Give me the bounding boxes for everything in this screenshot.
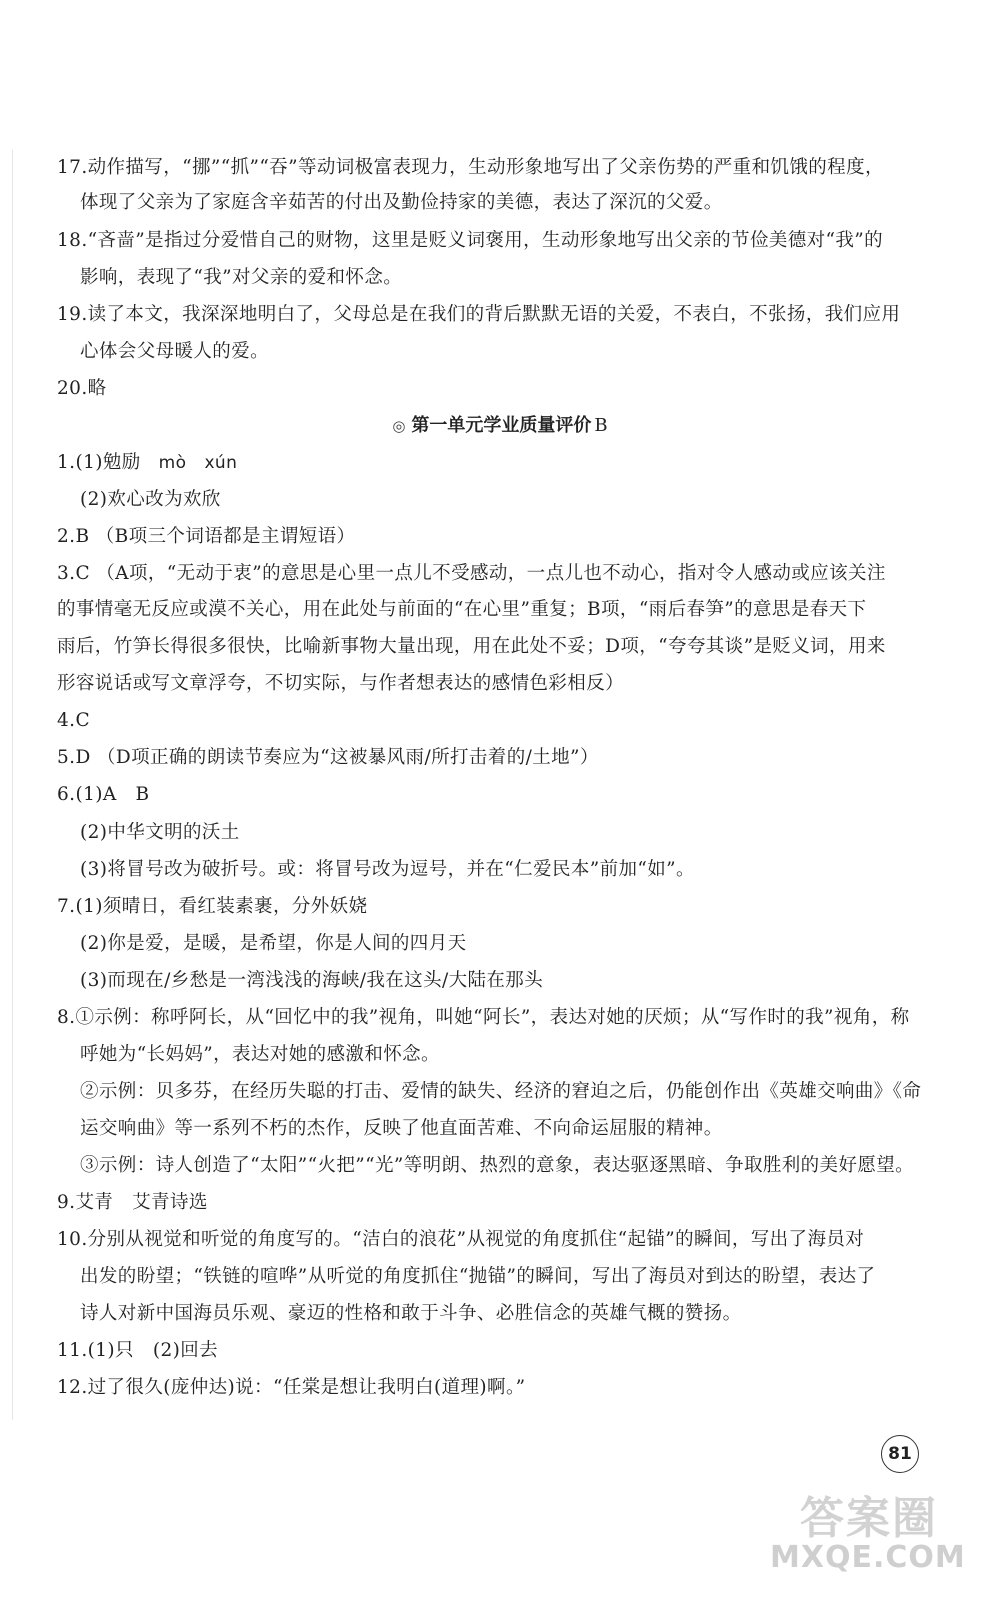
answer-10-line-3: 诗人对新中国海员乐观、豪迈的性格和敢于斗争、必胜信念的英雄气概的赞扬。	[80, 1303, 742, 1324]
answer-1-prefix: 1.(1)勉励	[57, 452, 141, 473]
answer-19-line-1: 19.读了本文，我深深地明白了，父母总是在我们的背后默默无语的关爱，不表白，不张扬，我们应用	[57, 304, 901, 325]
answer-2: 2.B （B项三个词语都是主谓短语）	[57, 526, 356, 547]
answer-7-part-3: (3)而现在/乡愁是一湾浅浅的海峡/我在这头/大陆在那头	[80, 970, 544, 991]
answer-7-part-1: 7.(1)须晴日，看红装素裹，分外妖娆	[57, 896, 368, 917]
answer-10-line-1: 10.分别从视觉和听觉的角度写的。“洁白的浪花”从视觉的角度抓住“起锚”的瞬间，写出了海员对	[57, 1229, 865, 1250]
margin-rule	[12, 150, 13, 1420]
answer-8-part-1-line-2: 呼她为“长妈妈”，表达对她的感激和怀念。	[80, 1044, 440, 1065]
watermark-logo	[760, 1480, 985, 1590]
answer-6-part-3: (3)将冒号改为破折号。或：将冒号改为逗号，并在“仁爱民本”前加“如”。	[80, 859, 695, 880]
pinyin-xun: xún	[204, 453, 238, 473]
answer-3-line-2: 的事情毫无反应或漠不关心，用在此处与前面的“在心里”重复；B项，“雨后春笋”的意思是春天下	[57, 599, 867, 620]
answer-18-line-1: 18.“吝啬”是指过分爱惜自己的财物，这里是贬义词褒用，生动形象地写出父亲的节俭美德对“我”的	[57, 230, 884, 251]
answer-1-part-1	[57, 450, 237, 476]
answer-10-line-2: 出发的盼望；“铁链的喧哗”从听觉的角度抓住“抛锚”的瞬间，写出了海员对到达的盼望，表达了	[80, 1266, 876, 1287]
answer-3-line-4: 形容说话或写文章浮夸，不切实际，与作者想表达的感情色彩相反）	[57, 673, 625, 694]
answer-8-part-2-line-2: 运交响曲》等一系列不朽的杰作，反映了他直面苦难、不向命运屈服的精神。	[80, 1118, 723, 1139]
answer-6-part-2: (2)中华文明的沃土	[80, 822, 240, 843]
answer-3-line-3: 雨后，竹笋长得很多很快，比喻新事物大量出现，用在此处不妥；D项，“夸夸其谈”是贬义词，用来	[57, 636, 886, 657]
watermark-url: MXQE.COM	[770, 1540, 966, 1575]
answer-7-part-2: (2)你是爱，是暖，是希望，你是人间的四月天	[80, 933, 467, 954]
answer-9: 9.艾青 艾青诗选	[57, 1192, 208, 1213]
pinyin-mo: mò	[158, 453, 187, 473]
answer-6-part-1: 6.(1)A B	[57, 784, 150, 805]
answer-8-part-3: ③示例：诗人创造了“太阳”“火把”“光”等明朗、热烈的意象，表达驱逐黑暗、争取胜利的美好愿望。	[80, 1155, 915, 1176]
answer-4: 4.C	[57, 710, 91, 731]
answer-17-line-1: 17.动作描写，“挪”“抓”“吞”等动词极富表现力，生动形象地写出了父亲伤势的严重和饥饿的程度，	[57, 157, 884, 178]
heading-suffix: B	[594, 415, 608, 436]
answer-8-part-1-line-1: 8.①示例：称呼阿长，从“回忆中的我”视角，叫她“阿长”，表达对她的厌烦；从“写作时的我”视角，称	[57, 1007, 910, 1028]
heading-title: 第一单元学业质量评价	[411, 415, 592, 436]
answer-17-line-2: 体现了父亲为了家庭含辛茹苦的付出及勤俭持家的美德，表达了深沉的父爱。	[80, 192, 723, 213]
answer-3-line-1: 3.C （A项，“无动于衷”的意思是心里一点儿不受感动，一点儿也不动心，指对令人感动或应该关注	[57, 563, 886, 584]
answer-11: 11.(1)只 (2)回去	[57, 1340, 219, 1361]
answer-1-part-2: (2)欢心改为欢欣	[80, 489, 221, 510]
page-number: 81	[881, 1435, 919, 1473]
answer-18-line-2: 影响，表现了“我”对父亲的爱和怀念。	[80, 267, 403, 288]
answer-8-part-2-line-1: ②示例：贝多芬，在经历失聪的打击、爱情的缺失、经济的窘迫之后，仍能创作出《英雄交响曲》《命	[80, 1081, 922, 1102]
answer-5: 5.D （D项正确的朗读节奏应为“这被暴风雨/所打击着的/土地”）	[57, 747, 599, 768]
answer-19-line-2: 心体会父母暖人的爱。	[80, 341, 270, 362]
section-heading	[0, 413, 1000, 439]
answer-12: 12.过了很久(庞仲达)说：“任棠是想让我明白(道理)啊。”	[57, 1377, 526, 1398]
watermark-text: 答案圈	[800, 1493, 938, 1544]
answer-20: 20.略	[57, 378, 107, 399]
heading-bullet-icon: ◎	[392, 417, 406, 435]
